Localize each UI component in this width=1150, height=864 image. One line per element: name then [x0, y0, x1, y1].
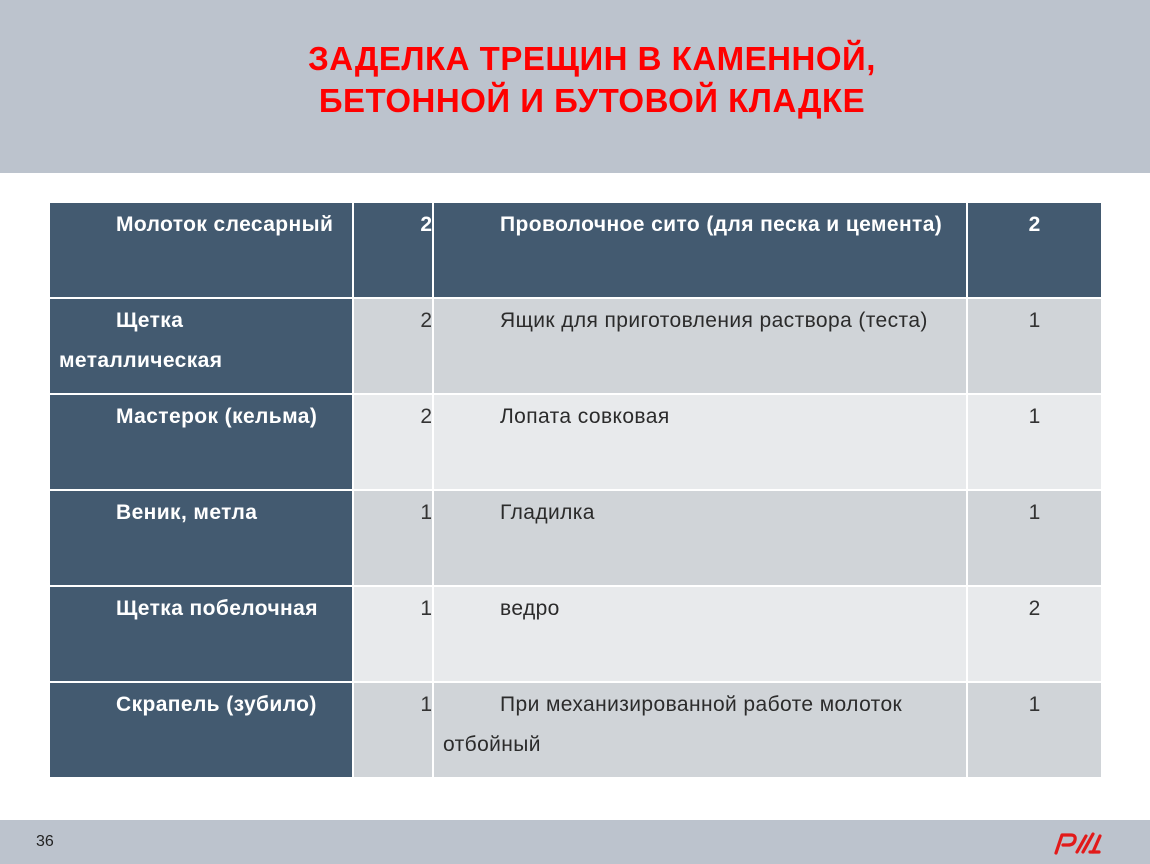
tool-name: Молоток слесарный: [116, 213, 334, 236]
table-row: [49, 682, 1102, 778]
item-qty-cell: [967, 298, 1102, 394]
title-line-2: БЕТОННОЙ И БУТОВОЙ КЛАДКЕ: [318, 82, 866, 119]
tool-name-cell: [49, 202, 353, 298]
item-desc-cell: [433, 682, 967, 778]
item-qty: 1: [1028, 501, 1041, 524]
tool-qty-cell: [353, 202, 433, 298]
title-line-1: ЗАДЕЛКА ТРЕЩИН В КАМЕННОЙ,: [308, 40, 876, 77]
tool-qty-cell: [353, 394, 433, 490]
footer-band: [0, 820, 1150, 864]
tool-qty-cell: [353, 490, 433, 586]
item-desc: ведро: [500, 597, 560, 620]
item-qty-cell: [967, 682, 1102, 778]
table-row: [49, 202, 1102, 298]
tool-qty: 1: [420, 693, 432, 716]
tool-name: Скрапель (зубило): [116, 693, 317, 716]
table-row: [49, 298, 1102, 394]
page-number: 36: [36, 833, 54, 850]
tool-name: Щетка металлическая: [59, 309, 223, 372]
item-desc-cell: [433, 490, 967, 586]
item-qty-cell: [967, 490, 1102, 586]
tool-qty: 2: [420, 213, 432, 236]
item-qty: 1: [1028, 309, 1041, 332]
tool-name-cell: [49, 586, 353, 682]
table-row: [49, 490, 1102, 586]
tool-name-cell: [49, 298, 353, 394]
tool-qty-cell: [353, 682, 433, 778]
item-desc-cell: [433, 202, 967, 298]
tool-qty: 2: [420, 405, 432, 428]
tool-qty: 1: [420, 501, 432, 524]
tool-qty: 2: [420, 309, 432, 332]
tool-qty-cell: [353, 298, 433, 394]
tool-qty: 1: [420, 597, 432, 620]
item-desc: При механизированной работе молоток отбойный: [443, 693, 903, 756]
tools-table: [48, 201, 1103, 779]
rzd-logo-icon: [1052, 828, 1104, 856]
item-desc: Гладилка: [500, 501, 595, 524]
item-qty-cell: [967, 586, 1102, 682]
table-row: [49, 586, 1102, 682]
item-desc: Ящик для приготовления раствора (теста): [500, 309, 928, 332]
tool-name-cell: [49, 394, 353, 490]
tool-name-cell: [49, 490, 353, 586]
item-desc-cell: [433, 394, 967, 490]
item-desc: Проволочное сито (для песка и цемента): [500, 213, 943, 236]
tool-name: Щетка побелочная: [116, 597, 318, 620]
item-desc-cell: [433, 298, 967, 394]
tool-qty-cell: [353, 586, 433, 682]
item-desc: Лопата совковая: [500, 405, 670, 428]
item-qty: 1: [1028, 693, 1041, 716]
tool-name: Веник, метла: [116, 501, 258, 524]
item-desc-cell: [433, 586, 967, 682]
tool-name-cell: [49, 682, 353, 778]
item-qty: 2: [1028, 597, 1041, 620]
table-row: [49, 394, 1102, 490]
slide-title: [0, 38, 1150, 122]
header-band: [0, 0, 1150, 173]
item-qty-cell: [967, 394, 1102, 490]
tool-name: Мастерок (кельма): [116, 405, 318, 428]
item-qty-cell: [967, 202, 1102, 298]
item-qty: 2: [1028, 213, 1041, 236]
item-qty: 1: [1028, 405, 1041, 428]
